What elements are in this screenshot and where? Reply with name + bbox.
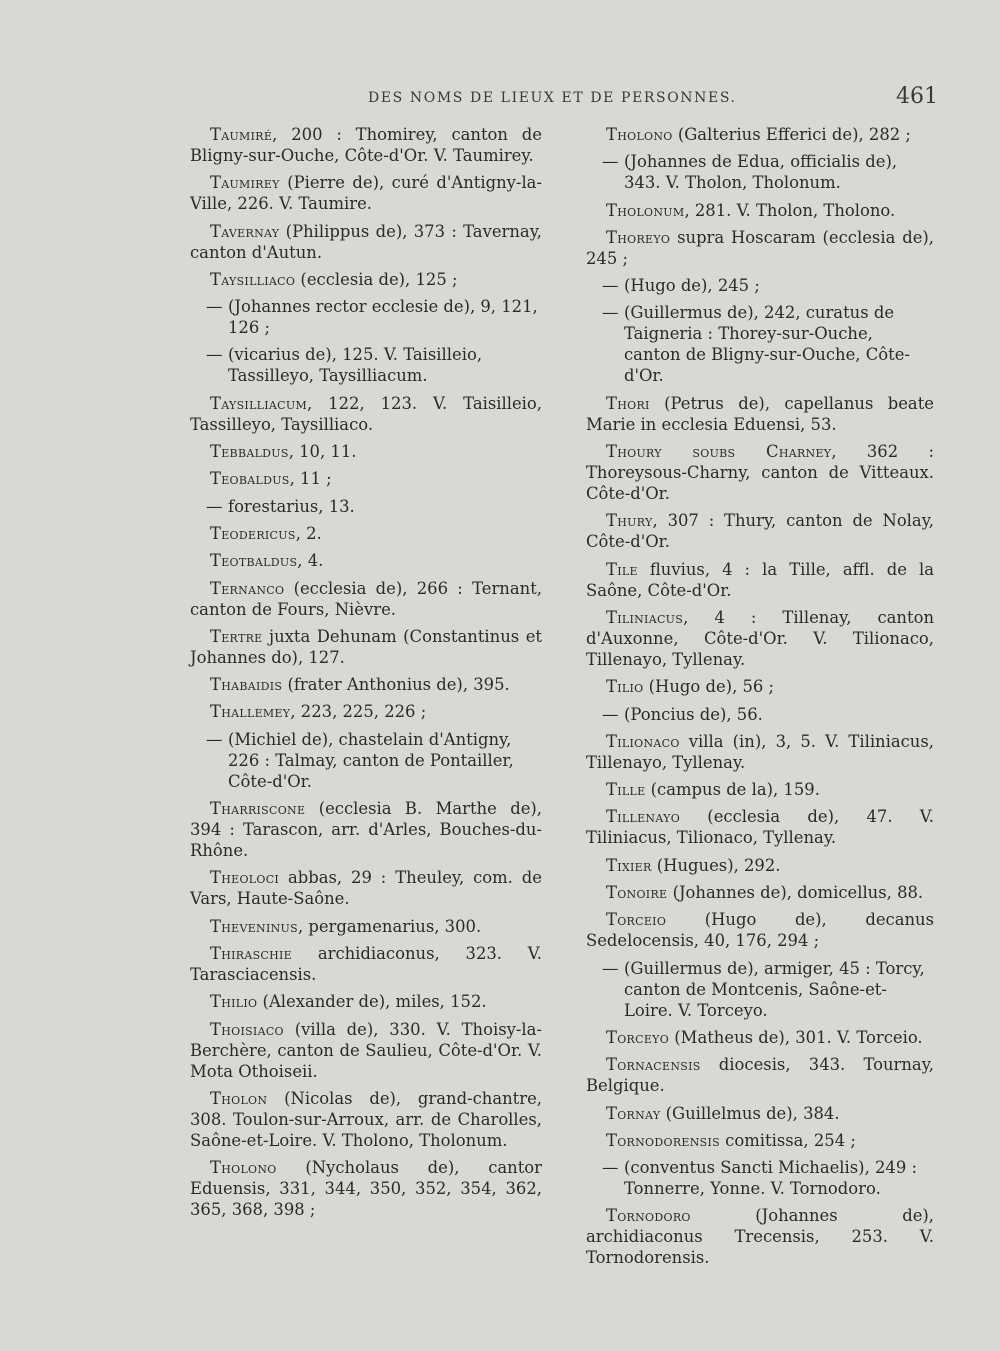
entry-headword: Tillenayo — [606, 807, 681, 827]
entry-text: , 4. — [297, 551, 324, 571]
entry-text: , 11 ; — [289, 469, 332, 489]
entry-headword: Thoury soubs Charney — [606, 442, 832, 462]
entry-headword: Teotbaldus — [210, 551, 298, 571]
entry-text: (ecclesia de), 125 ; — [295, 269, 458, 289]
entry-text: , 10, 11. — [288, 442, 357, 462]
entry-headword: Torceio — [606, 910, 667, 930]
index-entry — [190, 991, 542, 1012]
subentry-text: (Guillermus de), 242, curatus de Taigneria : Thorey-sur-Ouche, canton de Bligny-sur-Ouche, Côte-d'Or. — [624, 303, 910, 386]
entry-text: (campus de la), 159. — [645, 780, 820, 800]
entry-text: , 2. — [295, 523, 322, 543]
entry-headword: Tholono — [606, 125, 673, 144]
index-entry — [190, 1019, 542, 1082]
subentry-text: (vicarius de), 125. V. Taisilleio, Tassilleyo, Taysilliacum. — [228, 345, 483, 386]
subentry-text: (Poncius de), 56. — [624, 704, 763, 724]
entry-text: (Hugo de), 56 ; — [643, 677, 775, 697]
entry-headword: Thoisiaco — [210, 1019, 284, 1039]
entry-headword: Theoloci — [210, 868, 280, 888]
entry-headword: Thilio — [210, 992, 258, 1012]
entry-headword: Torceyo — [606, 1027, 670, 1047]
entry-text: (Nicolas de), grand-chantre, 308. Toulon-sur-Arroux, arr. de Charolles, Saône-et-Loire. V. Tholono, Tholonum. — [190, 1088, 542, 1150]
index-entry — [190, 468, 542, 489]
index-entry — [586, 441, 934, 504]
index-entry — [190, 172, 542, 214]
entry-text: (Hugues), 292. — [651, 855, 781, 875]
entry-text: (Hugo de), decanus Sedelocensis, 40, 176, 294 ; — [586, 910, 934, 951]
entry-headword: Thury — [606, 511, 653, 531]
index-entry — [586, 200, 934, 221]
subentry-dash: — — [206, 297, 223, 317]
subentry-text: forestarius, 13. — [228, 496, 355, 516]
subentry-text: (Hugo de), 245 ; — [624, 276, 760, 296]
entry-headword: Ternanco — [210, 578, 285, 598]
index-subentry — [586, 704, 934, 725]
subentry-dash: — — [602, 152, 619, 172]
entry-text: , 362 : Thoreysous-Charny, canton de Vitteaux. Côte-d'Or. — [586, 442, 934, 504]
entry-headword: Taysilliacum — [210, 393, 308, 413]
index-entry — [586, 559, 934, 601]
entry-text: (Alexander de), miles, 152. — [257, 992, 487, 1012]
subentry-dash: — — [602, 303, 619, 323]
entry-text: (ecclesia B. Marthe de), 394 : Tarascon, arr. d'Arles, Bouches-du-Rhône. — [190, 799, 542, 861]
index-entry — [586, 607, 934, 670]
entry-text: comitissa, 254 ; — [719, 1130, 856, 1150]
entry-headword: Tholonum — [606, 200, 685, 220]
entry-text: , 122, 123. V. Taisilleio, Tassilleyo, Taysilliaco. — [190, 393, 542, 434]
index-entry — [586, 1027, 934, 1048]
subentry-text: (Johannes rector ecclesie de), 9, 121, 126 ; — [228, 297, 538, 338]
entry-text: (ecclesia de), 266 : Ternant, canton de Fours, Nièvre. — [190, 578, 542, 619]
index-entry — [586, 227, 934, 269]
right-column — [586, 124, 934, 1275]
subentry-dash: — — [602, 958, 619, 978]
entry-text: (Galterius Efferici de), 282 ; — [672, 125, 911, 144]
index-entry — [586, 909, 934, 951]
entry-headword: Tixier — [606, 855, 652, 875]
entry-headword: Thallemey — [210, 702, 291, 722]
running-head: DES NOMS DE LIEUX ET DE PERSONNES. — [368, 90, 737, 106]
entry-text: , 4 : Tillenay, canton d'Auxonne, Côte-d'Or. V. Tilionaco, Tillenayo, Tyllenay. — [586, 607, 934, 669]
index-entry — [586, 124, 934, 145]
index-entry — [190, 124, 542, 166]
entry-headword: Tavernay — [210, 221, 280, 241]
entry-headword: Tile — [606, 559, 638, 579]
entry-headword: Tornodoro — [606, 1206, 691, 1226]
subentry-dash: — — [206, 496, 223, 516]
entry-text: juxta Dehunam (Constantinus et Johannes do), 127. — [190, 626, 542, 667]
subentry-dash: — — [602, 276, 619, 296]
index-entry — [586, 676, 934, 697]
entry-text: (villa de), 330. V. Thoisy-la-Berchère, canton de Saulieu, Côte-d'Or. V. Mota Othoiseii. — [190, 1019, 542, 1081]
entry-text: , 307 : Thury, canton de Nolay, Côte-d'Or. — [586, 511, 934, 552]
subentry-dash: — — [602, 1158, 619, 1178]
index-entry — [190, 1088, 542, 1151]
entry-text: (Nycholaus de), cantor Eduensis, 331, 344, 350, 352, 354, 362, 365, 368, 398 ; — [190, 1158, 542, 1220]
index-entry — [190, 943, 542, 985]
index-entry — [190, 269, 542, 290]
subentry-text: (conventus Sancti Michaelis), 249 : Tonnerre, Yonne. V. Tornodoro. — [624, 1158, 918, 1199]
entry-text: , 223, 225, 226 ; — [290, 702, 427, 722]
index-entry — [190, 798, 542, 861]
index-subentry — [190, 496, 542, 517]
entry-headword: Tholono — [210, 1158, 277, 1178]
entry-headword: Thiraschie — [210, 943, 293, 963]
entry-headword: Thori — [606, 393, 650, 413]
entry-text: (Johannes de), archidiaconus Trecensis, 253. V. Tornodorensis. — [586, 1206, 934, 1268]
entry-text: (Pierre de), curé d'Antigny-la-Ville, 226. V. Taumire. — [190, 173, 542, 214]
entry-headword: Taumiré — [210, 125, 273, 144]
entry-text: , pergamenarius, 300. — [297, 916, 482, 936]
index-entry — [586, 855, 934, 876]
entry-headword: Tilio — [606, 677, 644, 697]
index-subentry — [586, 1157, 934, 1199]
index-entry — [190, 550, 542, 571]
entry-text: (frater Anthonius de), 395. — [282, 675, 510, 695]
entry-text: , 200 : Thomirey, canton de Bligny-sur-Ouche, Côte-d'Or. V. Taumirey. — [190, 125, 542, 165]
index-subentry — [190, 344, 542, 386]
index-subentry — [190, 296, 542, 338]
index-subentry — [586, 151, 934, 193]
entry-text: (Guillelmus de), 384. — [660, 1103, 840, 1123]
index-entry — [190, 916, 542, 937]
entry-headword: Tilionaco — [606, 731, 680, 751]
entry-headword: Teobaldus — [210, 469, 290, 489]
entry-headword: Tholon — [210, 1088, 268, 1108]
index-entry — [190, 578, 542, 620]
entry-text: (ecclesia de), 47. V. Tiliniacus, Tilionaco, Tyllenay. — [586, 807, 934, 848]
index-entry — [586, 1205, 934, 1268]
index-subentry — [586, 275, 934, 296]
index-entry — [190, 701, 542, 722]
entry-headword: Tornacensis — [606, 1055, 701, 1075]
left-column — [190, 124, 542, 1226]
entry-text: diocesis, 343. Tournay, Belgique. — [586, 1055, 934, 1096]
index-entry — [586, 882, 934, 903]
entry-headword: Tertre — [210, 626, 263, 646]
index-entry — [586, 1103, 934, 1124]
entry-text: archidiaconus, 323. V. Tarasciacensis. — [190, 943, 542, 984]
entry-text: abbas, 29 : Theuley, com. de Vars, Haute-Saône. — [190, 868, 542, 909]
subentry-text: (Johannes de Edua, officialis de), 343. V. Tholon, Tholonum. — [624, 152, 898, 193]
subentry-text: (Guillermus de), armiger, 45 : Torcy, canton de Montcenis, Saône-et-Loire. V. Torceyo. — [624, 958, 925, 1020]
entry-headword: Tiliniacus — [606, 607, 684, 627]
index-entry — [190, 1157, 542, 1220]
entry-headword: Theveninus — [210, 916, 298, 936]
subentry-dash: — — [206, 345, 223, 365]
index-entry — [586, 393, 934, 435]
entry-text: (Matheus de), 301. V. Torceio. — [669, 1027, 923, 1047]
index-subentry — [586, 302, 934, 386]
entry-headword: Tornay — [606, 1103, 661, 1123]
subentry-text: (Michiel de), chastelain d'Antigny, 226 : Talmay, canton de Pontailler, Côte-d'Or. — [228, 729, 514, 791]
entry-headword: Tharriscone — [210, 799, 306, 819]
index-entry — [190, 674, 542, 695]
entry-headword: Taysilliaco — [210, 269, 296, 289]
entry-text: (Johannes de), domicellus, 88. — [667, 883, 924, 903]
entry-text: , 281. V. Tholon, Tholono. — [684, 200, 896, 220]
index-entry — [190, 626, 542, 668]
index-entry — [586, 806, 934, 848]
entry-headword: Tornodorensis — [606, 1130, 720, 1150]
entry-headword: Thoreyo — [606, 227, 671, 247]
index-entry — [190, 441, 542, 462]
index-entry — [190, 393, 542, 435]
entry-headword: Tille — [606, 780, 646, 800]
entry-headword: Teodericus — [210, 523, 296, 543]
index-entry — [190, 523, 542, 544]
entry-text: (Philippus de), 373 : Tavernay, canton d'Autun. — [190, 221, 542, 262]
entry-text: fluvius, 4 : la Tille, affl. de la Saône, Côte-d'Or. — [586, 559, 934, 600]
entry-text: villa (in), 3, 5. V. Tiliniacus, Tillenayo, Tyllenay. — [586, 731, 934, 772]
entry-text: supra Hoscaram (ecclesia de), 245 ; — [586, 227, 934, 268]
index-entry — [190, 867, 542, 909]
index-entry — [586, 510, 934, 552]
index-entry — [190, 221, 542, 263]
entry-text: (Petrus de), capellanus beate Marie in ecclesia Eduensi, 53. — [586, 393, 934, 434]
subentry-dash: — — [602, 704, 619, 724]
index-entry — [586, 1130, 934, 1151]
index-entry — [586, 779, 934, 800]
entry-headword: Taumirey — [210, 173, 280, 193]
subentry-dash: — — [206, 729, 223, 749]
index-entry — [586, 731, 934, 773]
entry-headword: Tebbaldus — [210, 442, 289, 462]
entry-headword: Tonoire — [606, 883, 668, 903]
index-subentry — [586, 958, 934, 1021]
index-entry — [586, 1054, 934, 1096]
page-number: 461 — [896, 84, 938, 109]
index-subentry — [190, 729, 542, 792]
entry-headword: Thabaidis — [210, 675, 283, 695]
